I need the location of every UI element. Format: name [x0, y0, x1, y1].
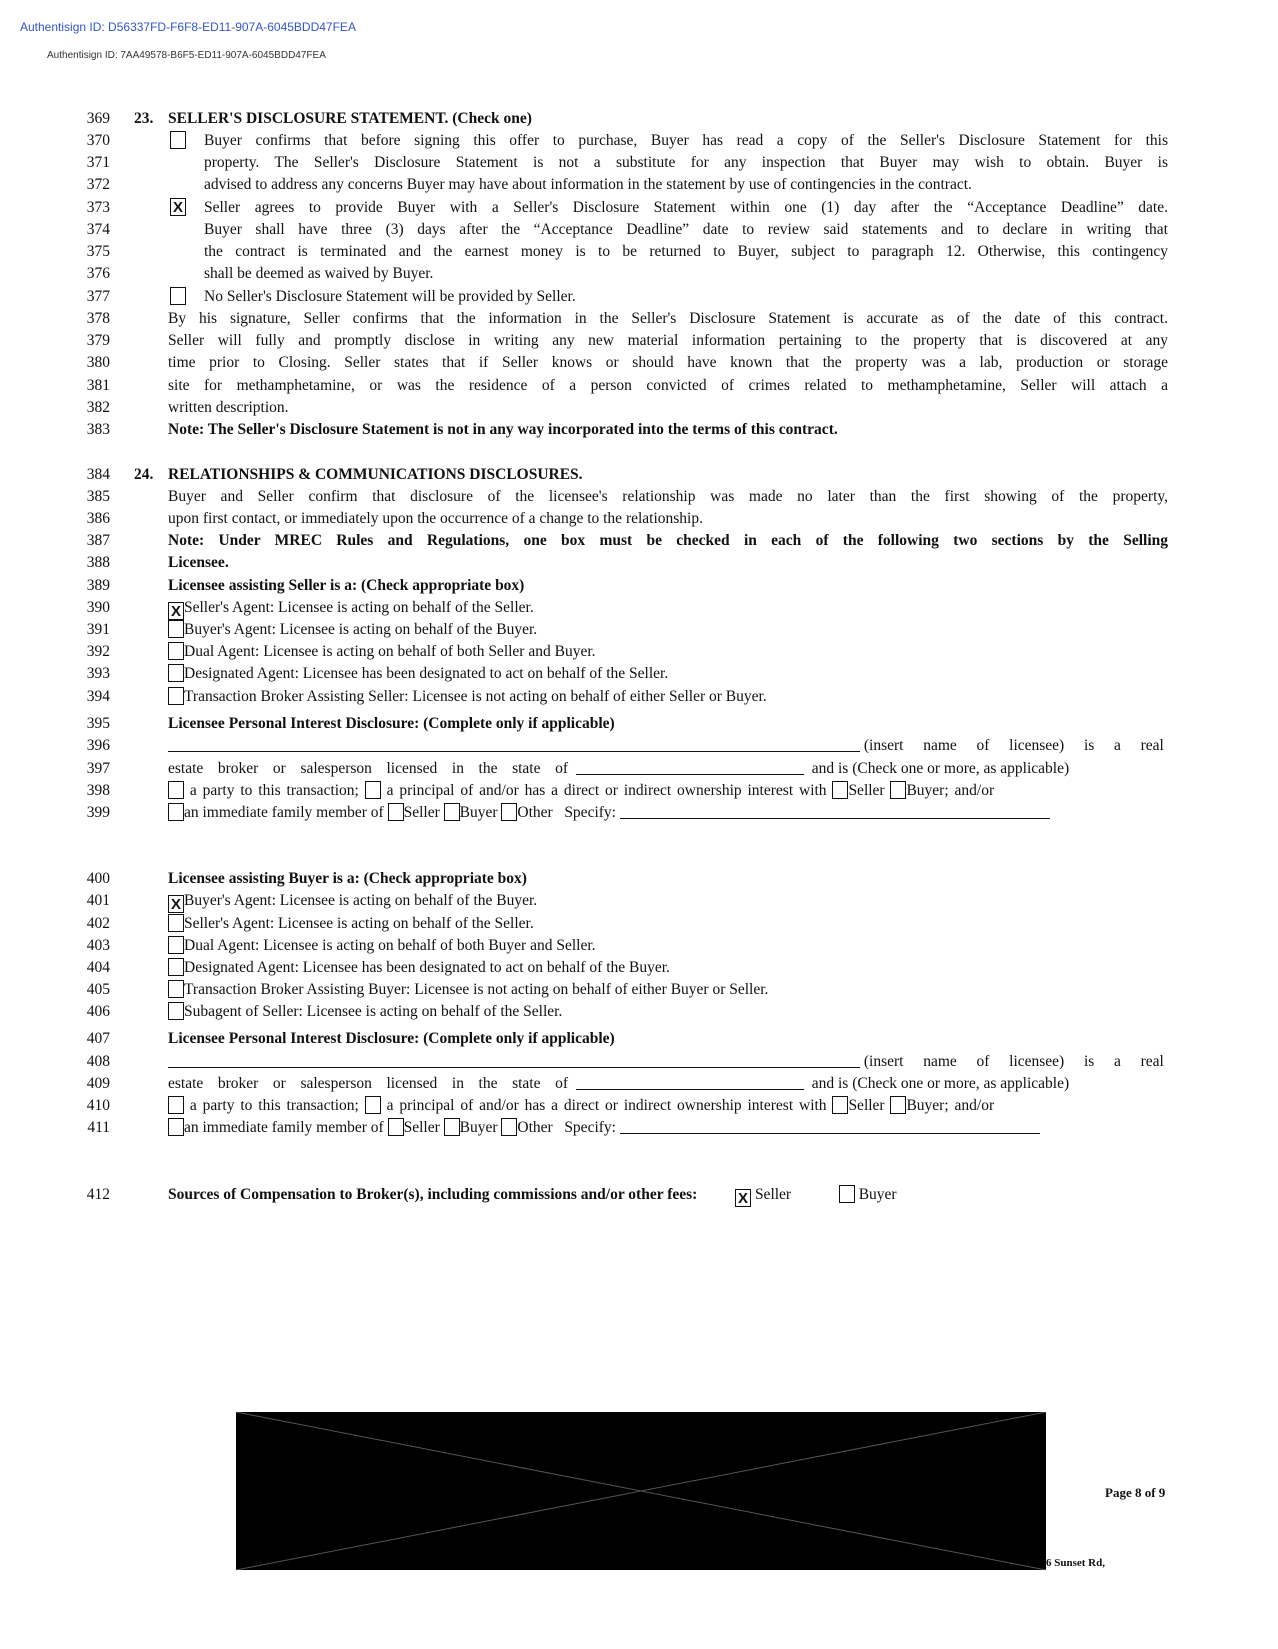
seller-licensee-option-label: Buyer's Agent: Licensee is acting on behalf of the Buyer.	[184, 621, 538, 638]
line-number: 389	[86, 577, 110, 594]
licensee-name-field[interactable]	[168, 737, 860, 752]
specify-label: Specify:	[564, 1119, 616, 1136]
family-seller-checkbox[interactable]	[388, 803, 404, 821]
personal-interest-state-line	[168, 1074, 1168, 1093]
line-number: 385	[86, 488, 110, 505]
family-other-label: Other	[517, 1119, 553, 1136]
line-number: 405	[86, 981, 110, 998]
family-seller-label: Seller	[403, 1119, 440, 1136]
authentisign-id-top: Authentisign ID: D56337FD-F6F8-ED11-907A-6045BDD47FEA	[20, 20, 356, 34]
estate-broker-text: estate broker or salesperson licensed in the state of	[168, 1075, 568, 1092]
redacted-block	[236, 1412, 1046, 1570]
section-23-note: Note: The Seller's Disclosure Statement is not in any way incorporated into the terms of this contract.	[168, 421, 838, 438]
personal-interest-options-line	[168, 1096, 1168, 1115]
disclosure-option-2-line: Buyer shall have three (3) days after the “Acceptance Deadline” date to review said statements and to declare in writing that	[204, 221, 1168, 238]
line-number: 394	[86, 688, 110, 705]
compensation-label: Sources of Compensation to Broker(s), including commissions and/or other fees:	[168, 1186, 698, 1203]
buyer-licensee-checkbox[interactable]	[168, 958, 184, 976]
license-state-field[interactable]	[576, 760, 804, 775]
line-number: 404	[86, 959, 110, 976]
line-number: 401	[86, 892, 110, 909]
buyer-licensee-option	[168, 1002, 1168, 1021]
disclosure-option-1-checkbox[interactable]	[170, 131, 186, 149]
buyer-licensee-option	[168, 914, 1168, 933]
line-number: 395	[86, 715, 110, 732]
line-number: 412	[86, 1186, 110, 1203]
buyer-licensee-checkbox[interactable]	[168, 1002, 184, 1020]
line-number: 411	[87, 1119, 110, 1136]
line-number: 402	[86, 915, 110, 932]
seller-licensee-heading: Licensee assisting Seller is a: (Check appropriate box)	[168, 577, 525, 594]
principal-label: a principal of and/or has a direct or indirect ownership interest with	[386, 1097, 827, 1114]
seller-licensee-option	[168, 642, 1168, 661]
disclosure-option-1-line: property. The Seller's Disclosure Statement is not a substitute for any inspection that Buyer may wish to obtain. Buyer is	[204, 154, 1168, 171]
interest-seller-checkbox[interactable]	[832, 781, 848, 799]
buyer-licensee-option	[168, 980, 1168, 999]
family-label: an immediate family member of	[184, 804, 384, 821]
relationship-paragraph-line: Buyer and Seller confirm that disclosure of the licensee's relationship was made no later than the first showing of the property,	[168, 488, 1168, 505]
interest-buyer-checkbox[interactable]	[890, 781, 906, 799]
line-number: 406	[86, 1003, 110, 1020]
compensation-buyer-checkbox[interactable]	[839, 1185, 855, 1203]
seller-licensee-option	[168, 598, 1168, 620]
line-number: 393	[86, 665, 110, 682]
seller-licensee-option-label: Designated Agent: Licensee has been designated to act on behalf of the Seller.	[184, 665, 669, 682]
insert-name-text: (insert name of licensee) is a real	[863, 737, 1164, 754]
line-number: 397	[86, 760, 110, 777]
principal-label: a principal of and/or has a direct or indirect ownership interest with	[386, 782, 827, 799]
personal-interest-options-line	[168, 781, 1168, 800]
specify-label: Specify:	[564, 804, 616, 821]
family-checkbox[interactable]	[168, 803, 184, 821]
personal-interest-name-line	[168, 736, 1168, 755]
interest-seller-label: Seller	[848, 1097, 885, 1114]
seller-licensee-checkbox[interactable]	[168, 664, 184, 682]
line-number: 392	[86, 643, 110, 660]
disclosure-option-1-line: advised to address any concerns Buyer may have about information in the statement by use of contingencies in the contract.	[204, 176, 972, 193]
seller-licensee-checkbox[interactable]	[168, 687, 184, 705]
line-number: 396	[86, 737, 110, 754]
seller-licensee-checkbox[interactable]	[168, 642, 184, 660]
interest-buyer-checkbox[interactable]	[890, 1096, 906, 1114]
seller-licensee-option-label: Dual Agent: Licensee is acting on behalf of both Seller and Buyer.	[184, 643, 596, 660]
party-label: a party to this transaction;	[189, 1097, 359, 1114]
buyer-licensee-option-label: Transaction Broker Assisting Buyer: Licensee is not acting on behalf of either Buyer or Seller.	[184, 981, 769, 998]
specify-field[interactable]	[620, 1119, 1040, 1134]
buyer-licensee-option-label: Dual Agent: Licensee is acting on behalf of both Buyer and Seller.	[184, 937, 596, 954]
compensation-seller-label: Seller	[754, 1186, 792, 1203]
line-number: 391	[86, 621, 110, 638]
principal-checkbox[interactable]	[365, 781, 381, 799]
line-number: 386	[86, 510, 110, 527]
seller-licensee-option-label: Seller's Agent: Licensee is acting on behalf of the Seller.	[184, 599, 534, 616]
estate-broker-text: estate broker or salesperson licensed in the state of	[168, 760, 568, 777]
seller-licensee-checkbox[interactable]	[168, 620, 184, 638]
line-number: 381	[86, 377, 110, 394]
party-label: a party to this transaction;	[189, 782, 359, 799]
line-number: 380	[86, 354, 110, 371]
seller-licensee-option-label: Transaction Broker Assisting Seller: Licensee is not acting on behalf of either Seller or Buyer.	[184, 688, 767, 705]
family-member-line	[168, 803, 1168, 822]
personal-interest-heading: Licensee Personal Interest Disclosure: (Complete only if applicable)	[168, 715, 615, 732]
line-number: 374	[86, 221, 110, 238]
family-other-checkbox[interactable]	[501, 1118, 517, 1136]
buyer-licensee-option-label: Subagent of Seller: Licensee is acting on behalf of the Seller.	[184, 1003, 563, 1020]
family-seller-label: Seller	[403, 804, 440, 821]
section-23-title: SELLER'S DISCLOSURE STATEMENT. (Check one)	[168, 110, 532, 127]
redaction-cross-icon	[236, 1412, 1046, 1570]
family-checkbox[interactable]	[168, 1118, 184, 1136]
licensee-name-field[interactable]	[168, 1053, 860, 1068]
line-number: 373	[86, 199, 110, 216]
line-number: 375	[86, 243, 110, 260]
seller-confirmation-line: written description.	[168, 399, 289, 416]
buyer-licensee-checkbox[interactable]: X	[168, 895, 184, 913]
buyer-licensee-checkbox[interactable]	[168, 914, 184, 932]
disclosure-option-2-line: shall be deemed as waived by Buyer.	[204, 265, 434, 282]
line-number: 379	[86, 332, 110, 349]
family-buyer-checkbox[interactable]	[444, 1118, 460, 1136]
interest-seller-checkbox[interactable]	[832, 1096, 848, 1114]
authentisign-id-secondary: Authentisign ID: 7AA49578-B6F5-ED11-907A-6045BDD47FEA	[47, 50, 326, 61]
line-number: 400	[86, 870, 110, 887]
buyer-licensee-checkbox[interactable]	[168, 980, 184, 998]
interest-buyer-label: Buyer; and/or	[906, 1097, 995, 1114]
buyer-licensee-option-label: Buyer's Agent: Licensee is acting on behalf of the Buyer.	[184, 892, 538, 909]
party-checkbox[interactable]	[168, 781, 184, 799]
family-seller-checkbox[interactable]	[388, 1118, 404, 1136]
seller-licensee-option	[168, 687, 1168, 706]
buyer-licensee-option	[168, 936, 1168, 955]
line-number: 384	[86, 466, 110, 483]
line-number: 378	[86, 310, 110, 327]
interest-buyer-label: Buyer; and/or	[906, 782, 995, 799]
compensation-line	[168, 1185, 1168, 1207]
seller-confirmation-line: site for methamphetamine, or was the residence of a person convicted of crimes related to methamphetamine, Seller will attach a	[168, 377, 1168, 394]
disclosure-option-2-line: Seller agrees to provide Buyer with a Seller's Disclosure Statement within one (1) day after the “Acceptance Deadline” date.	[204, 199, 1168, 216]
line-number: 372	[86, 176, 110, 193]
check-applicable-text: and is (Check one or more, as applicable)	[811, 1075, 1070, 1092]
page-number: Page 8 of 9	[1105, 1485, 1166, 1500]
seller-confirmation-line: By his signature, Seller confirms that the information in the Seller's Disclosure Statement is accurate as of the date of this contract.	[168, 310, 1168, 327]
mrec-note-line: Note: Under MREC Rules and Regulations, one box must be checked in each of the following two sections by the Selling	[168, 532, 1168, 549]
family-buyer-checkbox[interactable]	[444, 803, 460, 821]
buyer-licensee-option-label: Designated Agent: Licensee has been designated to act on behalf of the Buyer.	[184, 959, 670, 976]
interest-seller-label: Seller	[848, 782, 885, 799]
family-other-checkbox[interactable]	[501, 803, 517, 821]
disclosure-option-3-checkbox[interactable]	[170, 287, 186, 305]
party-checkbox[interactable]	[168, 1096, 184, 1114]
mrec-note-line: Licensee.	[168, 554, 229, 571]
disclosure-option-1-line: Buyer confirms that before signing this offer to purchase, Buyer has read a copy of the Seller's Disclosure Statement for this	[204, 132, 1168, 149]
section-24-number: 24.	[134, 466, 154, 483]
check-applicable-text: and is (Check one or more, as applicable)	[811, 760, 1070, 777]
seller-licensee-option	[168, 620, 1168, 639]
line-number: 388	[86, 554, 110, 571]
personal-interest-state-line	[168, 759, 1168, 778]
buyer-licensee-checkbox[interactable]	[168, 936, 184, 954]
line-number: 407	[86, 1030, 110, 1047]
principal-checkbox[interactable]	[365, 1096, 381, 1114]
family-label: an immediate family member of	[184, 1119, 384, 1136]
compensation-seller-checkbox[interactable]: X	[735, 1189, 751, 1207]
buyer-licensee-option	[168, 958, 1168, 977]
buyer-licensee-option-label: Seller's Agent: Licensee is acting on behalf of the Seller.	[184, 915, 534, 932]
line-number: 390	[86, 599, 110, 616]
family-other-label: Other	[517, 804, 553, 821]
buyer-licensee-option	[168, 891, 1168, 913]
family-buyer-label: Buyer	[459, 1119, 498, 1136]
relationship-paragraph-line: upon first contact, or immediately upon the occurrence of a change to the relationship.	[168, 510, 703, 527]
line-number: 376	[86, 265, 110, 282]
line-number: 408	[86, 1053, 110, 1070]
license-state-field[interactable]	[576, 1075, 804, 1090]
section-24-title: RELATIONSHIPS & COMMUNICATIONS DISCLOSURES.	[168, 466, 583, 483]
seller-confirmation-line: time prior to Closing. Seller states that if Seller knows or should have known that the property was a lab, production or storage	[168, 354, 1168, 371]
line-number: 377	[86, 288, 110, 305]
line-number: 382	[86, 399, 110, 416]
line-number: 370	[86, 132, 110, 149]
line-number: 398	[86, 782, 110, 799]
line-number: 399	[86, 804, 110, 821]
seller-licensee-option	[168, 664, 1168, 683]
disclosure-option-2-checkbox[interactable]: X	[170, 198, 186, 216]
line-number: 403	[86, 937, 110, 954]
family-member-line	[168, 1118, 1168, 1137]
line-number: 387	[86, 532, 110, 549]
line-number: 369	[86, 110, 110, 127]
line-number: 410	[86, 1097, 110, 1114]
line-number: 409	[86, 1075, 110, 1092]
line-number: 383	[86, 421, 110, 438]
section-23-number: 23.	[134, 110, 154, 127]
disclosure-option-2-line: the contract is terminated and the earnest money is to be returned to Buyer, subject to paragraph 12. Otherwise, this contingency	[204, 243, 1168, 260]
line-number: 371	[86, 154, 110, 171]
insert-name-text: (insert name of licensee) is a real	[863, 1053, 1164, 1070]
seller-licensee-checkbox[interactable]: X	[168, 602, 184, 620]
disclosure-option-3-label: No Seller's Disclosure Statement will be provided by Seller.	[204, 288, 576, 305]
compensation-buyer-label: Buyer	[858, 1186, 897, 1203]
personal-interest-name-line	[168, 1052, 1168, 1071]
buyer-licensee-heading: Licensee assisting Buyer is a: (Check appropriate box)	[168, 870, 527, 887]
specify-field[interactable]	[620, 804, 1050, 819]
personal-interest-heading: Licensee Personal Interest Disclosure: (Complete only if applicable)	[168, 1030, 615, 1047]
footer-address: 6 Sunset Rd,	[1046, 1557, 1105, 1569]
family-buyer-label: Buyer	[459, 804, 498, 821]
seller-confirmation-line: Seller will fully and promptly disclose in writing any new material information pertaining to the property that is discovered at any	[168, 332, 1168, 349]
